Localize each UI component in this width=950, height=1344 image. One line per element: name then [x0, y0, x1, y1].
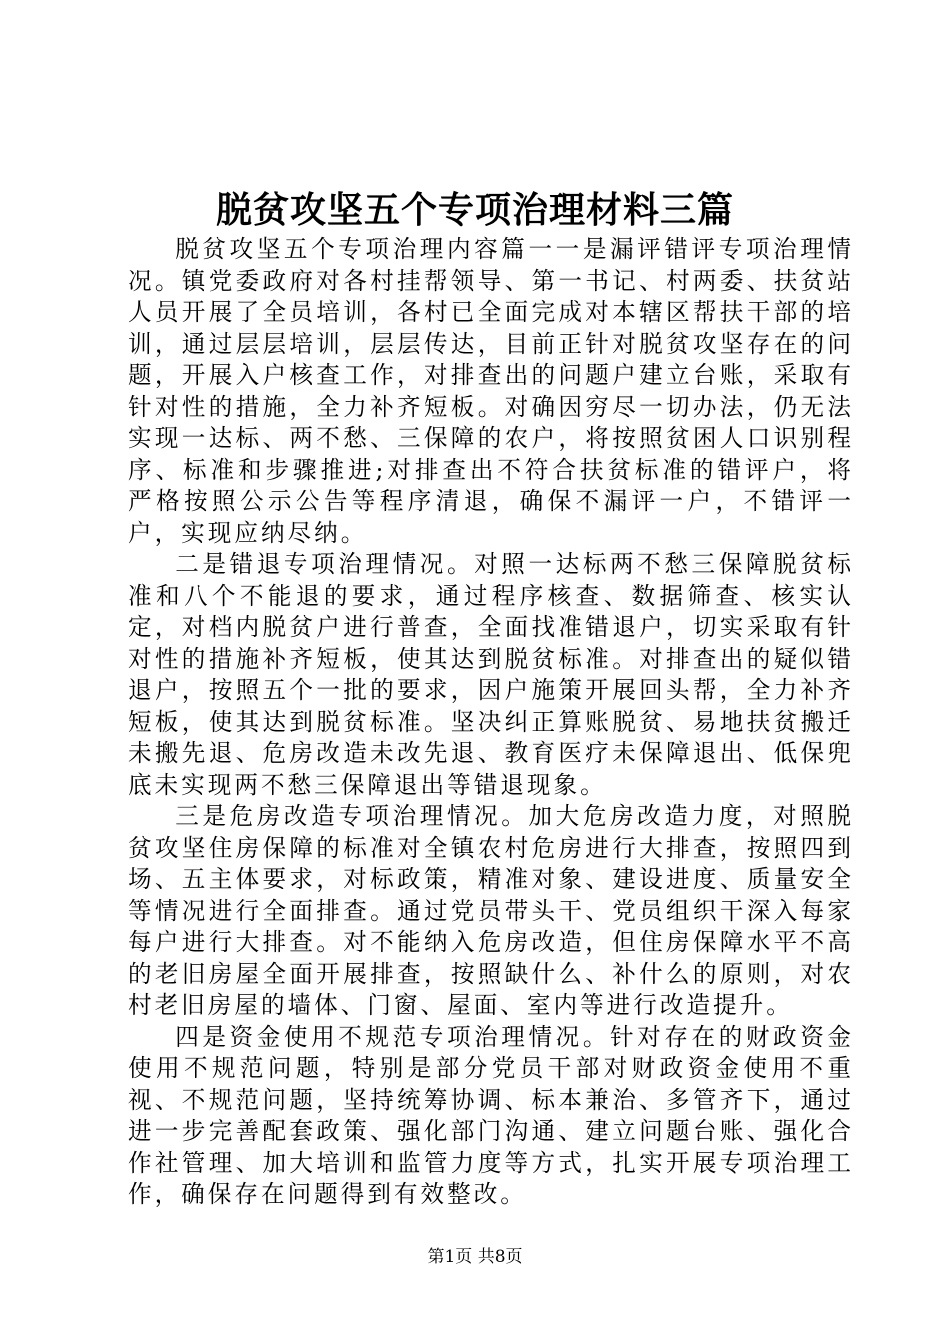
document-title: 脱贫攻坚五个专项治理材料三篇: [215, 189, 734, 231]
paragraph-2: 二是错退专项治理情况。对照一达标两不愁三保障脱贫标准和八个不能退的要求，通过程序核查、数据筛查、核实认定，对档内脱贫户进行普查，全面找准错退户，切实采取有针对性的措施补齐短板，使其达到脱贫标准。对排查出的疑似错退户，按照五个一批的要求，因户施策开展回头帮，全力补齐短板，使其达到脱贫标准。坚决纠正算账脱贫、易地扶贫搬迁未搬先退、危房改造未改先退、教育医疗未保障退出、低保兜底未实现两不愁三保障退出等错退现象。: [128, 550, 854, 799]
paragraph-3: 三是危房改造专项治理情况。加大危房改造力度，对照脱贫攻坚住房保障的标准对全镇农村危房进行大排查，按照四到场、五主体要求，对标政策，精准对象、建设进度、质量安全等情况进行全面排查。通过党员带头干、党员组织干深入每家每户进行大排查。对不能纳入危房改造，但住房保障水平不高的老旧房屋全面开展排查，按照缺什么、补什么的原则，对农村老旧房屋的墙体、门窗、屋面、室内等进行改造提升。: [128, 802, 854, 1019]
paragraph-1: 脱贫攻坚五个专项治理内容篇一一是漏评错评专项治理情况。镇党委政府对各村挂帮领导、第一书记、村两委、扶贫站人员开展了全员培训，各村已全面完成对本辖区帮扶干部的培训，通过层层培训，层层传达，目前正针对脱贫攻坚存在的问题，开展入户核查工作，对排查出的问题户建立台账，采取有针对性的措施，全力补齐短板。对确因穷尽一切办法，仍无法实现一达标、两不愁、三保障的农户，将按照贫困人口识别程序、标准和步骤推进;对排查出不符合扶贫标准的错评户，将严格按照公示公告等程序清退，确保不漏评一户，不错评一户，实现应纳尽纳。: [128, 235, 854, 547]
paragraph-4: 四是资金使用不规范专项治理情况。针对存在的财政资金使用不规范问题，特别是部分党员干部对财政资金使用不重视、不规范问题，坚持统筹协调、标本兼治、多管齐下，通过进一步完善配套政策、强化部门沟通、建立问题台账、强化合作社管理、加大培训和监管力度等方式，扎实开展专项治理工作，确保存在问题得到有效整改。: [128, 1022, 854, 1208]
document-body: [128, 234, 854, 1211]
page-footer: 第1页 共8页: [427, 1247, 523, 1267]
